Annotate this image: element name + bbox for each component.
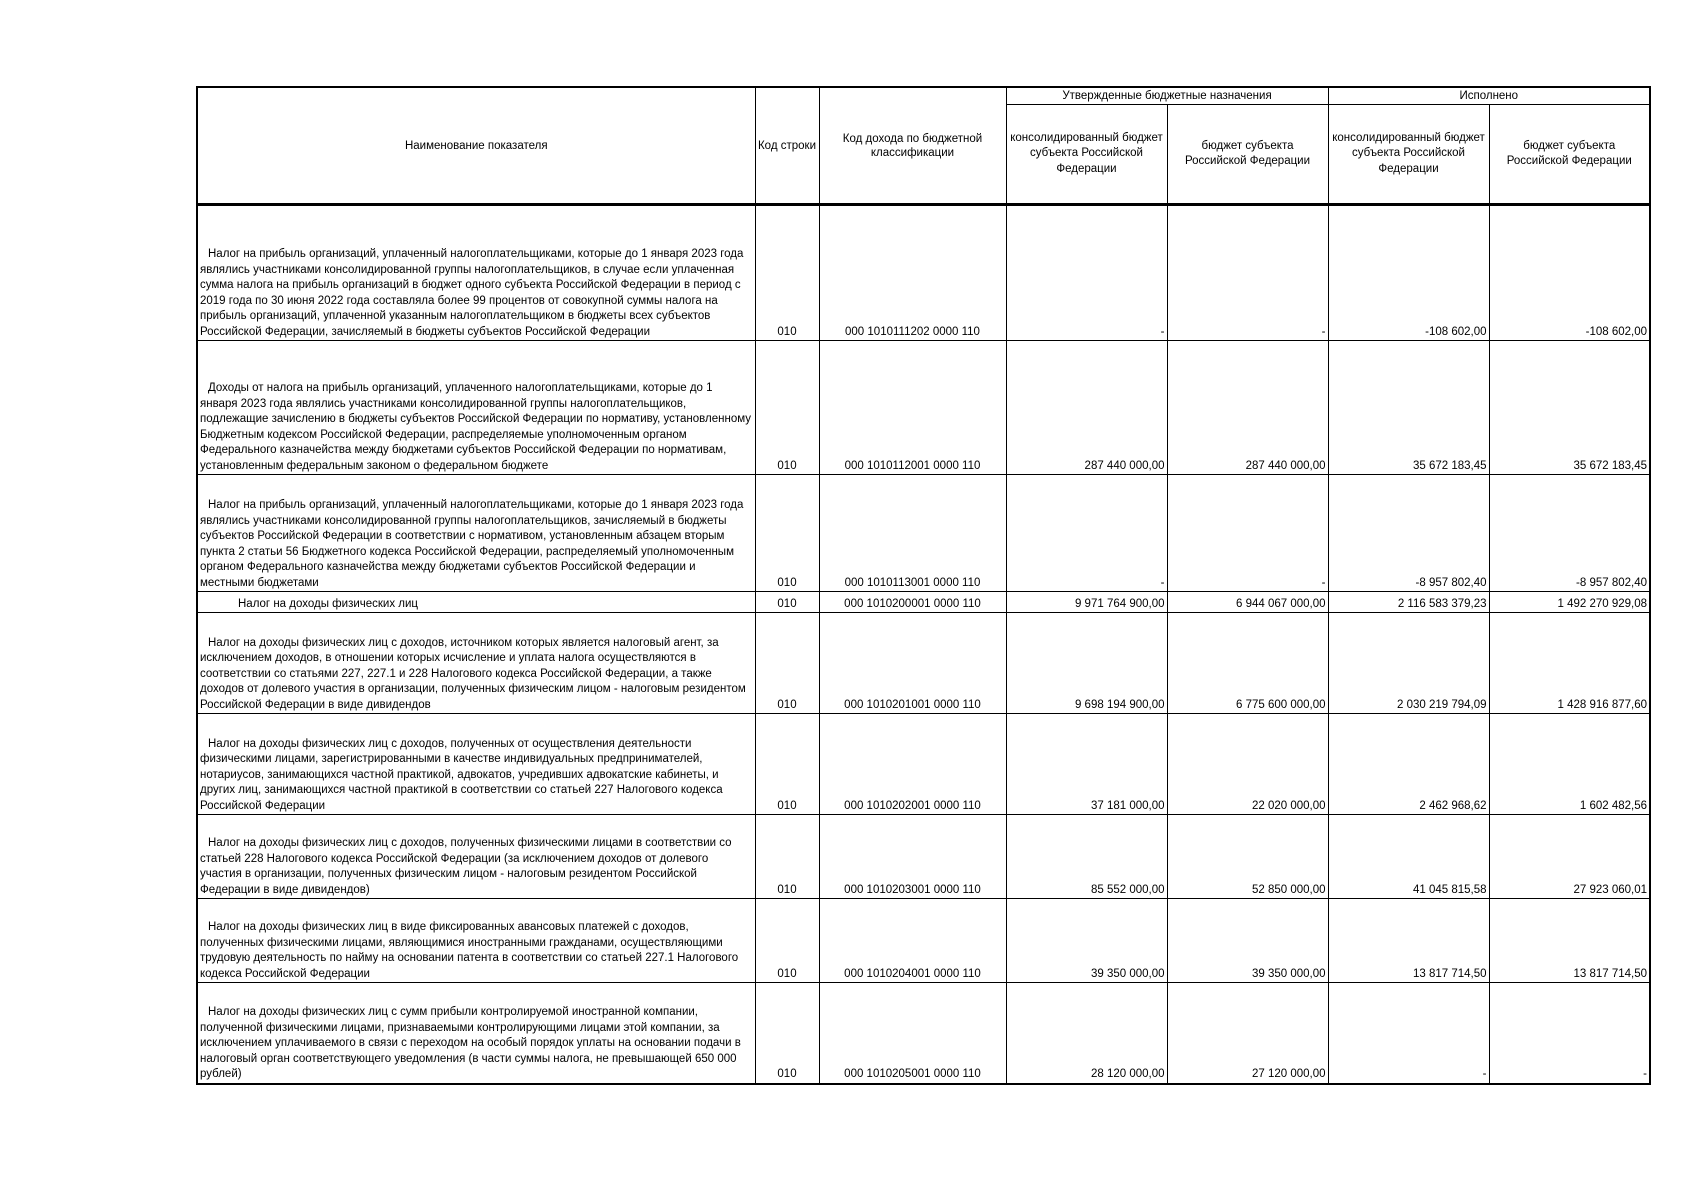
row-approved-subject: 6 775 600 000,00 xyxy=(1167,613,1328,714)
row-line-code: 010 xyxy=(755,613,819,714)
header-name: Наименование показателя xyxy=(197,87,755,205)
table-body xyxy=(197,205,1650,1084)
row-approved-subject: 287 440 000,00 xyxy=(1167,341,1328,475)
row-executed-consolidated: - xyxy=(1328,983,1489,1084)
row-approved-consolidated: 37 181 000,00 xyxy=(1006,714,1167,815)
row-approved-subject: - xyxy=(1167,205,1328,341)
row-approved-consolidated: 9 971 764 900,00 xyxy=(1006,592,1167,613)
row-executed-consolidated: -108 602,00 xyxy=(1328,205,1489,341)
row-name: Налог на прибыль организаций, уплаченный налогоплательщиками, которые до 1 января 2023 года являлись участниками консолидированной группы налогоплательщиков, в случае если уплаченная сумма налога на прибыль организаций в бюджет одного субъекта Российской Федерации в период с 2019 года по 30 июня 2022 года составляла более 99 процентов от совокупной суммы налога на прибыль организаций, уплаченной указанным налогоплательщиком в бюджеты всех субъектов Российской Федерации, зачисляемый в бюджеты субъектов Российской Федерации xyxy=(197,205,755,341)
row-budget-code: 000 1010202001 0000 110 xyxy=(819,714,1006,815)
row-budget-code: 000 1010113001 0000 110 xyxy=(819,475,1006,592)
row-line-code: 010 xyxy=(755,205,819,341)
header-executed-consolidated: консолидированный бюджет субъекта Российской Федерации xyxy=(1328,105,1489,205)
row-name: Налог на доходы физических лиц с доходов, полученных от осуществления деятельности физическими лицами, зарегистрированными в качестве индивидуальных предпринимателей, нотариусов, занимающихся частной практикой, адвокатов, учредивших адвокатские кабинеты, и других лиц, занимающихся частной практикой в соответствии со статьей 227 Налогового кодекса Российской Федерации xyxy=(197,714,755,815)
row-approved-consolidated: 28 120 000,00 xyxy=(1006,983,1167,1084)
row-executed-consolidated: 41 045 815,58 xyxy=(1328,815,1489,899)
header-approved-group: Утвержденные бюджетные назначения xyxy=(1006,87,1328,105)
table-row xyxy=(197,714,1650,815)
row-name: Налог на прибыль организаций, уплаченный налогоплательщиками, которые до 1 января 2023 года являлись участниками консолидированной группы налогоплательщиков, зачисляемый в бюджеты субъектов Российской Федерации в соответствии с нормативом, установленным абзацем вторым пункта 2 статьи 56 Бюджетного кодекса Российской Федерации, распределяемый уполномоченным органом Федерального казначейства между бюджетами субъектов Российской Федерации и местными бюджетами xyxy=(197,475,755,592)
row-approved-subject: 6 944 067 000,00 xyxy=(1167,592,1328,613)
table-row xyxy=(197,475,1650,592)
row-executed-consolidated: 35 672 183,45 xyxy=(1328,341,1489,475)
header-line-code: Код строки xyxy=(755,87,819,205)
row-executed-subject: 1 428 916 877,60 xyxy=(1489,613,1650,714)
row-name: Налог на доходы физических лиц в виде фиксированных авансовых платежей с доходов, полученных физическими лицами, являющимися иностранными гражданами, осуществляющими трудовую деятельность по найму на основании патента в соответствии со статьей 227.1 Налогового кодекса Российской Федерации xyxy=(197,899,755,983)
row-executed-consolidated: -8 957 802,40 xyxy=(1328,475,1489,592)
row-executed-subject: 1 492 270 929,08 xyxy=(1489,592,1650,613)
row-line-code: 010 xyxy=(755,983,819,1084)
table-row xyxy=(197,899,1650,983)
row-approved-consolidated: 287 440 000,00 xyxy=(1006,341,1167,475)
row-line-code: 010 xyxy=(755,341,819,475)
row-executed-consolidated: 13 817 714,50 xyxy=(1328,899,1489,983)
header-approved-subject: бюджет субъекта Российской Федерации xyxy=(1167,105,1328,205)
row-executed-consolidated: 2 030 219 794,09 xyxy=(1328,613,1489,714)
row-executed-subject: 13 817 714,50 xyxy=(1489,899,1650,983)
table-header xyxy=(197,87,1650,205)
row-budget-code: 000 1010111202 0000 110 xyxy=(819,205,1006,341)
row-budget-code: 000 1010200001 0000 110 xyxy=(819,592,1006,613)
table-row xyxy=(197,815,1650,899)
row-line-code: 010 xyxy=(755,815,819,899)
row-approved-subject: 22 020 000,00 xyxy=(1167,714,1328,815)
row-budget-code: 000 1010204001 0000 110 xyxy=(819,899,1006,983)
row-name: Доходы от налога на прибыль организаций, уплаченного налогоплательщиками, которые до 1 января 2023 года являлись участниками консолидированной группы налогоплательщиков, подлежащие зачислению в бюджеты субъектов Российской Федерации по нормативу, установленному Бюджетным кодексом Российской Федерации, распределяемые уполномоченным органом Федерального казначейства между бюджетами субъектов Российской Федерации по нормативам, установленным федеральным законом о федеральном бюджете xyxy=(197,341,755,475)
row-line-code: 010 xyxy=(755,899,819,983)
row-name: Налог на доходы физических лиц с сумм прибыли контролируемой иностранной компании, полученной физическими лицами, признаваемыми контролирующими лицами этой компании, за исключением уплачиваемого в связи с переходом на особый порядок уплаты на основании подачи в налоговый орган соответствующего уведомления (в части суммы налога, не превышающей 650 000 рублей) xyxy=(197,983,755,1084)
row-approved-consolidated: - xyxy=(1006,475,1167,592)
row-budget-code: 000 1010203001 0000 110 xyxy=(819,815,1006,899)
row-executed-consolidated: 2 116 583 379,23 xyxy=(1328,592,1489,613)
header-executed-group: Исполнено xyxy=(1328,87,1650,105)
row-approved-consolidated: 85 552 000,00 xyxy=(1006,815,1167,899)
header-budget-code: Код дохода по бюджетной классификации xyxy=(819,87,1006,205)
row-executed-subject: -108 602,00 xyxy=(1489,205,1650,341)
table-row xyxy=(197,613,1650,714)
row-approved-subject: - xyxy=(1167,475,1328,592)
table-row xyxy=(197,592,1650,613)
row-name: Налог на доходы физических лиц xyxy=(197,592,755,613)
row-line-code: 010 xyxy=(755,714,819,815)
row-approved-subject: 52 850 000,00 xyxy=(1167,815,1328,899)
header-approved-consolidated: консолидированный бюджет субъекта Российской Федерации xyxy=(1006,105,1167,205)
row-approved-consolidated: - xyxy=(1006,205,1167,341)
row-line-code: 010 xyxy=(755,592,819,613)
row-approved-consolidated: 9 698 194 900,00 xyxy=(1006,613,1167,714)
table-row xyxy=(197,341,1650,475)
table-row xyxy=(197,983,1650,1084)
row-executed-subject: - xyxy=(1489,983,1650,1084)
row-name: Налог на доходы физических лиц с доходов, полученных физическими лицами в соответствии со статьей 228 Налогового кодекса Российской Федерации (за исключением доходов от долевого участия в организации, полученных физическим лицом - налоговым резидентом Российской Федерации в виде дивидендов) xyxy=(197,815,755,899)
budget-report-table xyxy=(196,86,1651,1085)
header-executed-subject: бюджет субъекта Российской Федерации xyxy=(1489,105,1650,205)
row-name: Налог на доходы физических лиц с доходов, источником которых является налоговый агент, за исключением доходов, в отношении которых исчисление и уплата налога осуществляются в соответствии со статьями 227, 227.1 и 228 Налогового кодекса Российской Федерации, а также доходов от долевого участия в организации, полученных физическим лицом - налоговым резидентом Российской Федерации в виде дивидендов xyxy=(197,613,755,714)
row-budget-code: 000 1010205001 0000 110 xyxy=(819,983,1006,1084)
row-executed-subject: 27 923 060,01 xyxy=(1489,815,1650,899)
table-row xyxy=(197,205,1650,341)
row-budget-code: 000 1010112001 0000 110 xyxy=(819,341,1006,475)
row-budget-code: 000 1010201001 0000 110 xyxy=(819,613,1006,714)
row-executed-subject: 1 602 482,56 xyxy=(1489,714,1650,815)
row-approved-subject: 27 120 000,00 xyxy=(1167,983,1328,1084)
row-line-code: 010 xyxy=(755,475,819,592)
row-executed-consolidated: 2 462 968,62 xyxy=(1328,714,1489,815)
row-approved-consolidated: 39 350 000,00 xyxy=(1006,899,1167,983)
row-executed-subject: 35 672 183,45 xyxy=(1489,341,1650,475)
row-executed-subject: -8 957 802,40 xyxy=(1489,475,1650,592)
row-approved-subject: 39 350 000,00 xyxy=(1167,899,1328,983)
